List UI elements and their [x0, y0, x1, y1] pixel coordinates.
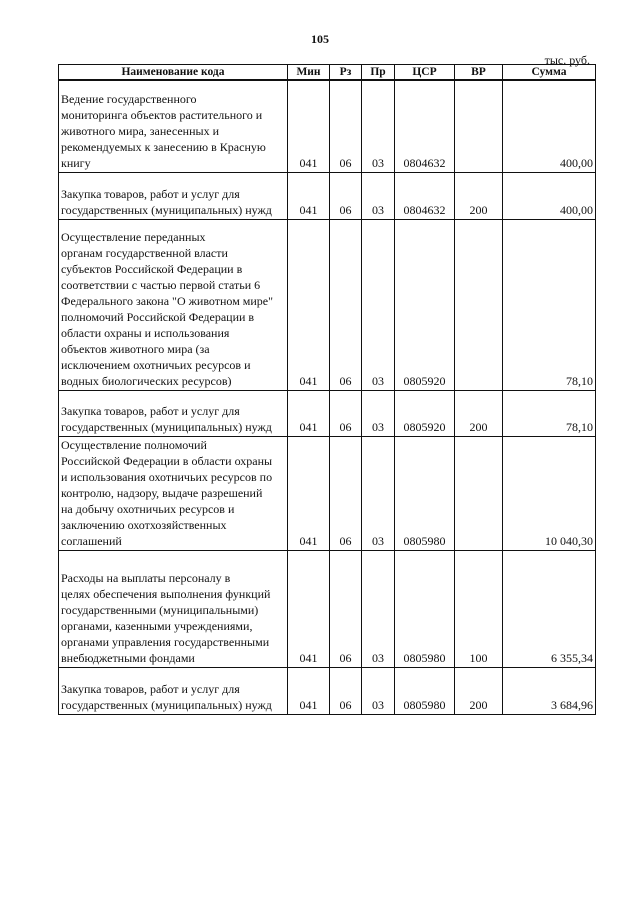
row-csr: 0805980 [395, 436, 455, 550]
row-name: Закупка товаров, работ и услуг для государственных (муниципальных) нужд [59, 667, 288, 714]
row-csr: 0804632 [395, 80, 455, 172]
table-row [59, 390, 596, 436]
row-sum: 400,00 [503, 80, 596, 172]
row-min: 041 [288, 390, 330, 436]
row-rz: 06 [330, 80, 362, 172]
row-vr: 200 [455, 667, 503, 714]
row-csr: 0804632 [395, 172, 455, 219]
row-sum: 400,00 [503, 172, 596, 219]
header-rz: Рз [330, 65, 362, 81]
row-pr: 03 [362, 436, 395, 550]
row-rz: 06 [330, 667, 362, 714]
row-sum: 78,10 [503, 219, 596, 390]
table-row [59, 436, 596, 550]
header-name: Наименование кода [59, 65, 288, 81]
row-vr [455, 219, 503, 390]
row-name: Ведение государственного мониторинга объектов растительного и животного мира, занесенных и рекомендуемых к занесению в Красную книгу [59, 80, 288, 172]
header-pr: Пр [362, 65, 395, 81]
units-label: тыс. руб. [544, 53, 590, 67]
row-sum: 10 040,30 [503, 436, 596, 550]
row-min: 041 [288, 80, 330, 172]
row-pr: 03 [362, 667, 395, 714]
row-pr: 03 [362, 80, 395, 172]
row-vr [455, 80, 503, 172]
row-min: 041 [288, 550, 330, 667]
row-min: 041 [288, 219, 330, 390]
table-row [59, 550, 596, 667]
row-rz: 06 [330, 550, 362, 667]
header-csr: ЦСР [395, 65, 455, 81]
row-rz: 06 [330, 172, 362, 219]
row-name: Закупка товаров, работ и услуг для государственных (муниципальных) нужд [59, 172, 288, 219]
page-number: 105 [311, 32, 329, 46]
row-sum: 78,10 [503, 390, 596, 436]
row-csr: 0805920 [395, 219, 455, 390]
row-min: 041 [288, 436, 330, 550]
table-row [59, 219, 596, 390]
row-min: 041 [288, 667, 330, 714]
table-row [59, 80, 596, 172]
row-csr: 0805980 [395, 667, 455, 714]
row-name: Осуществление переданных органам государственной власти субъектов Российской Федерации в соответствии с частью первой статьи 6 Федерального закона "О животном мире" полномочий Российской Федерации в области охраны и использования объектов животного мира (за исключением охотничьих ресурсов и водных биологических ресурсов) [59, 219, 288, 390]
header-sum: Сумма [503, 65, 596, 81]
row-name: Осуществление полномочий Российской Федерации в области охраны и использования охотничьих ресурсов по контролю, надзору, выдаче разрешений на добычу охотничьих ресурсов и заключению охотхозяйственных соглашений [59, 436, 288, 550]
row-csr: 0805980 [395, 550, 455, 667]
row-vr: 200 [455, 390, 503, 436]
row-sum: 3 684,96 [503, 667, 596, 714]
row-csr: 0805920 [395, 390, 455, 436]
row-name: Расходы на выплаты персоналу в целях обеспечения выполнения функций государственными (муниципальными) органами, казенными учреждениями, органами управления государственными внебюджетными фондами [59, 550, 288, 667]
row-rz: 06 [330, 219, 362, 390]
row-rz: 06 [330, 390, 362, 436]
budget-table [58, 64, 596, 715]
row-name: Закупка товаров, работ и услуг для государственных (муниципальных) нужд [59, 390, 288, 436]
row-vr: 100 [455, 550, 503, 667]
table-row [59, 172, 596, 219]
row-pr: 03 [362, 550, 395, 667]
row-pr: 03 [362, 219, 395, 390]
row-min: 041 [288, 172, 330, 219]
row-pr: 03 [362, 172, 395, 219]
row-pr: 03 [362, 390, 395, 436]
header-vr: ВР [455, 65, 503, 81]
header-min: Мин [288, 65, 330, 81]
row-rz: 06 [330, 436, 362, 550]
row-vr [455, 436, 503, 550]
row-sum: 6 355,34 [503, 550, 596, 667]
table-header [59, 65, 596, 81]
table-row [59, 667, 596, 714]
row-vr: 200 [455, 172, 503, 219]
